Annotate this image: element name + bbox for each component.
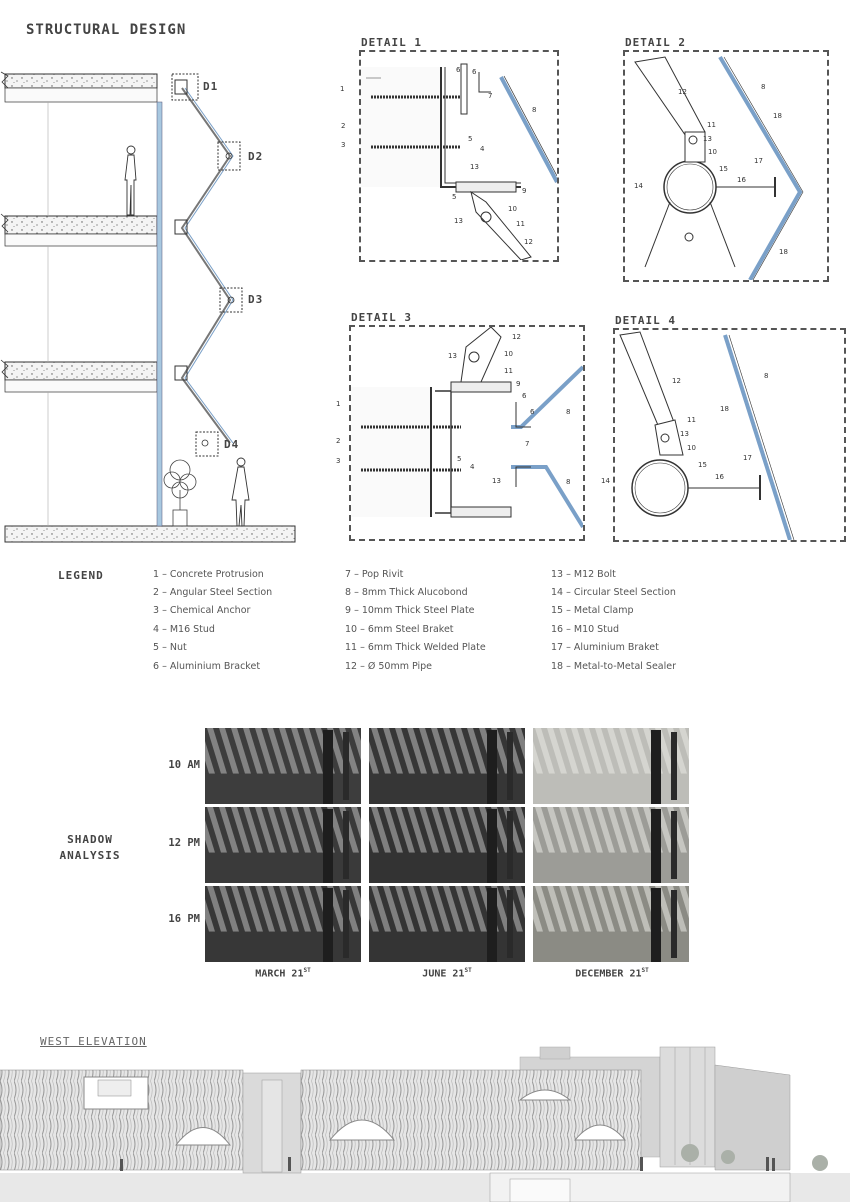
detail-3-number-12: 12 (512, 333, 521, 341)
legend-item: 17 – Aluminium Braket (551, 642, 659, 653)
detail-3-number-13b: 13 (492, 477, 501, 485)
legend-title: LEGEND (58, 569, 104, 582)
detail-3-number-7: 7 (525, 440, 530, 448)
detail-1-box (359, 50, 559, 262)
detail-1-number-6b: 6 (472, 68, 477, 76)
legend-item: 18 – Metal-to-Metal Sealer (551, 661, 677, 672)
legend-item: 3 – Chemical Anchor (153, 605, 251, 616)
marker-d1: D1 (203, 80, 219, 93)
detail-4-number-18: 18 (720, 405, 729, 413)
detail-1-number-11: 11 (516, 220, 525, 228)
detail-3-number-2: 2 (336, 437, 341, 445)
date-label-march-sup: ST (303, 967, 311, 974)
detail-3-number-6b: 6 (530, 408, 535, 416)
detail-3-title: DETAIL 3 (351, 311, 412, 324)
detail-2-number-10: 10 (708, 148, 717, 156)
marker-d2: D2 (248, 150, 264, 163)
detail-1-number-13a: 13 (470, 163, 479, 171)
shadow-image-december-10am (533, 728, 689, 804)
legend-item: 8 – 8mm Thick Alucobond (345, 587, 468, 598)
legend-item: 11 – 6mm Thick Welded Plate (345, 642, 486, 653)
legend-item: 13 – M12 Bolt (551, 569, 616, 580)
shadow-analysis-grid (205, 728, 689, 962)
date-label-december-sup: ST (641, 967, 649, 974)
detail-1-number-7: 7 (488, 92, 493, 100)
detail-1-number-12: 12 (524, 238, 533, 246)
shadow-image-march-16pm (205, 886, 361, 962)
shadow-image-june-10am (369, 728, 525, 804)
detail-3-number-8a: 8 (566, 408, 571, 416)
detail-1-number-10: 10 (508, 205, 517, 213)
detail-1-number-5b: 5 (452, 193, 457, 201)
legend-item: 2 – Angular Steel Section (153, 587, 273, 598)
legend-item: 1 – Concrete Protrusion (153, 569, 264, 580)
marker-d3: D3 (248, 293, 264, 306)
detail-4-number-10: 10 (687, 444, 696, 452)
time-label-12pm: 12 PM (168, 837, 200, 849)
date-label-june-text: JUNE 21 (422, 968, 465, 980)
date-label-december-text: DECEMBER 21 (575, 968, 642, 980)
detail-2-number-17: 17 (754, 157, 763, 165)
legend-item: 6 – Aluminium Bracket (153, 661, 261, 672)
legend-item: 7 – Pop Rivit (345, 569, 404, 580)
date-label-march-text: MARCH 21 (255, 968, 304, 980)
shadow-image-june-12pm (369, 807, 525, 883)
detail-4-number-13: 13 (680, 430, 689, 438)
detail-2-number-11: 11 (707, 121, 716, 129)
detail-4-title: DETAIL 4 (615, 314, 676, 327)
detail-1-number-1: 1 (340, 85, 345, 93)
detail-3-number-11: 11 (504, 367, 513, 375)
shadow-image-december-16pm (533, 886, 689, 962)
detail-2-number-14: 14 (634, 182, 643, 190)
detail-4-number-17: 17 (743, 454, 752, 462)
detail-3-number-10: 10 (504, 350, 513, 358)
legend-item: 5 – Nut (153, 642, 187, 653)
time-label-16pm: 16 PM (168, 913, 200, 925)
shadow-image-march-12pm (205, 807, 361, 883)
legend-item: 9 – 10mm Thick Steel Plate (345, 605, 475, 616)
detail-2-title: DETAIL 2 (625, 36, 686, 49)
detail-2-number-15: 15 (719, 165, 728, 173)
date-label-june (372, 967, 522, 979)
legend-item: 15 – Metal Clamp (551, 605, 634, 616)
detail-1-number-9: 9 (522, 187, 527, 195)
detail-3-number-5: 5 (457, 455, 462, 463)
detail-4-number-8: 8 (764, 372, 769, 380)
shadow-analysis-title (45, 832, 135, 864)
detail-2-number-16: 16 (737, 176, 746, 184)
shadow-image-june-16pm (369, 886, 525, 962)
shadow-image-december-12pm (533, 807, 689, 883)
detail-3-number-4: 4 (470, 463, 475, 471)
legend-item: 4 – M16 Stud (153, 624, 215, 635)
shadow-analysis-title-line2: ANALYSIS (59, 849, 121, 862)
legend-item: 10 – 6mm Steel Braket (345, 624, 454, 635)
west-elevation-drawing (0, 1045, 850, 1202)
detail-2-number-18b: 18 (779, 248, 788, 256)
detail-4-box (613, 328, 846, 542)
structural-design-title: STRUCTURAL DESIGN (26, 22, 187, 38)
detail-3-number-13a: 13 (448, 352, 457, 360)
detail-2-number-8: 8 (761, 83, 766, 91)
detail-1-number-5a: 5 (468, 135, 473, 143)
date-label-june-sup: ST (464, 967, 472, 974)
detail-4-number-15: 15 (698, 461, 707, 469)
date-label-march (208, 967, 358, 979)
marker-d4: D4 (224, 438, 240, 451)
time-label-10am: 10 AM (168, 759, 200, 771)
detail-1-number-2: 2 (341, 122, 346, 130)
detail-1-number-13b: 13 (454, 217, 463, 225)
detail-2-number-12: 12 (678, 88, 687, 96)
detail-3-box (349, 325, 585, 541)
shadow-image-march-10am (205, 728, 361, 804)
detail-4-number-12: 12 (672, 377, 681, 385)
detail-1-number-8: 8 (532, 106, 537, 114)
detail-1-number-6a: 6 (456, 66, 461, 74)
detail-3-number-8b: 8 (566, 478, 571, 486)
detail-1-number-3: 3 (341, 141, 346, 149)
detail-3-number-9: 9 (516, 380, 521, 388)
date-label-december (537, 967, 687, 979)
shadow-analysis-title-line1: SHADOW (67, 833, 113, 846)
detail-1-number-4: 4 (480, 145, 485, 153)
detail-3-number-1: 1 (336, 400, 341, 408)
detail-1-title: DETAIL 1 (361, 36, 422, 49)
legend-item: 16 – M10 Stud (551, 624, 619, 635)
legend-item: 14 – Circular Steel Section (551, 587, 676, 598)
west-elevation-title: WEST ELEVATION (40, 1035, 147, 1048)
legend-item: 12 – Ø 50mm Pipe (345, 661, 433, 672)
detail-3-number-6a: 6 (522, 392, 527, 400)
detail-4-number-16: 16 (715, 473, 724, 481)
detail-4-number-14: 14 (601, 477, 610, 485)
detail-4-number-11: 11 (687, 416, 696, 424)
detail-2-number-18a: 18 (773, 112, 782, 120)
detail-3-number-3: 3 (336, 457, 341, 465)
detail-2-number-13: 13 (703, 135, 712, 143)
